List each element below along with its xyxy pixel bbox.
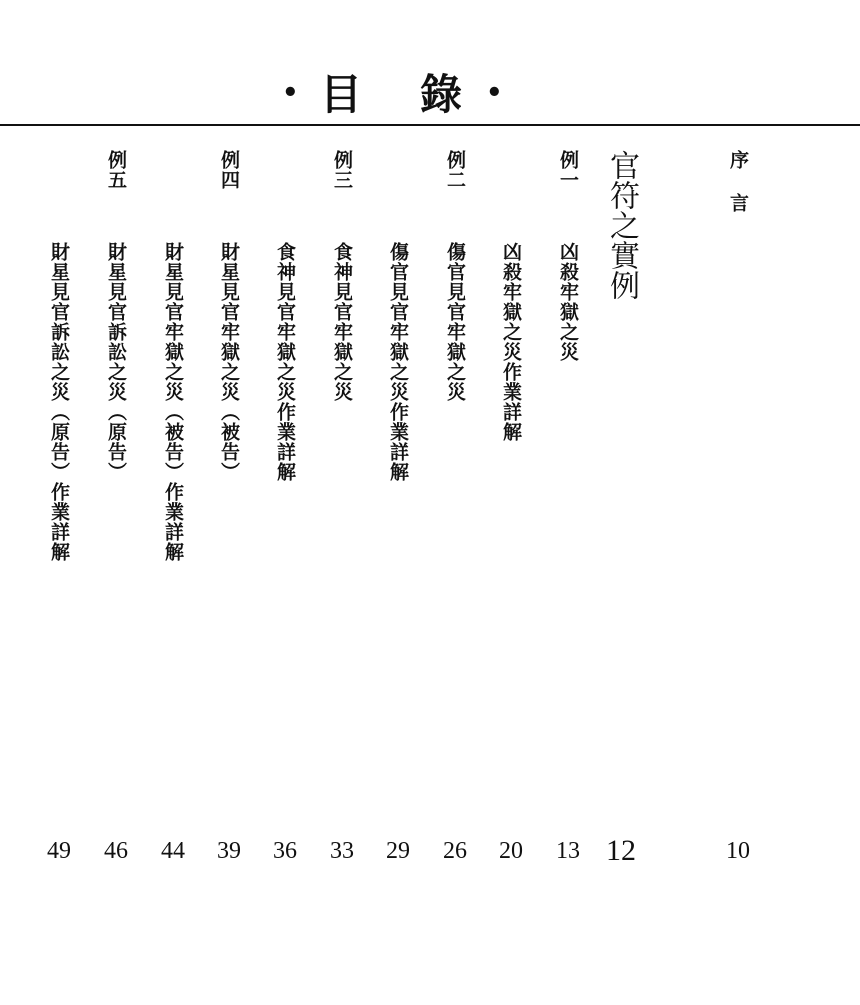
entry-page: 49 [47,838,71,864]
toc-entry [327,0,357,1005]
toc-entry [101,0,131,1005]
toc-entry [214,0,244,1005]
entry-example-label: 例二 [444,150,466,190]
entry-page: 46 [104,838,128,864]
entry-example-label: 例三 [331,150,353,190]
preface-label: 序言 [727,150,749,236]
entry-title: 財星見官牢獄之災︵被告︶作業詳解 [162,242,184,562]
toc-entry [383,0,413,1005]
entry-page: 44 [161,838,185,864]
toc-preface [723,0,753,1005]
toc-entry [553,0,583,1005]
entry-title: 傷官見官牢獄之災作業詳解 [387,242,409,482]
title-dot-right: • [486,78,503,108]
entry-title: 傷官見官牢獄之災 [444,242,466,402]
entry-example-label: 例五 [105,150,127,190]
toc-entry [270,0,300,1005]
entry-title: 食神見官牢獄之災作業詳解 [274,242,296,482]
entry-page: 20 [499,838,523,864]
title-dot-left: • [282,78,299,108]
entry-title: 食神見官牢獄之災 [331,242,353,402]
entry-page: 36 [273,838,297,864]
entry-title: 凶殺牢獄之災 [557,242,579,362]
chapter-heading: 官符之實例 [604,150,639,300]
toc-entry [44,0,74,1005]
entry-title: 財星見官牢獄之災︵被告︶ [218,242,240,482]
toc-entry [496,0,526,1005]
chapter-page: 12 [606,834,636,867]
entry-page: 26 [443,838,467,864]
entry-title: 凶殺牢獄之災作業詳解 [500,242,522,442]
entry-page: 33 [330,838,354,864]
entry-example-label: 例四 [218,150,240,190]
title-char-left: 目 [320,70,363,119]
entry-page: 39 [217,838,241,864]
entry-title: 財星見官訴訟之災︵原告︶ [105,242,127,482]
entry-title: 財星見官訴訟之災︵原告︶作業詳解 [48,242,70,562]
entry-page: 13 [556,838,580,864]
toc-chapter [604,0,639,1005]
toc-entry [158,0,188,1005]
preface-page: 10 [726,838,750,864]
toc-entry [440,0,470,1005]
title-char-right: 錄 [420,70,463,119]
entry-page: 29 [386,838,410,864]
entry-example-label: 例一 [557,150,579,190]
